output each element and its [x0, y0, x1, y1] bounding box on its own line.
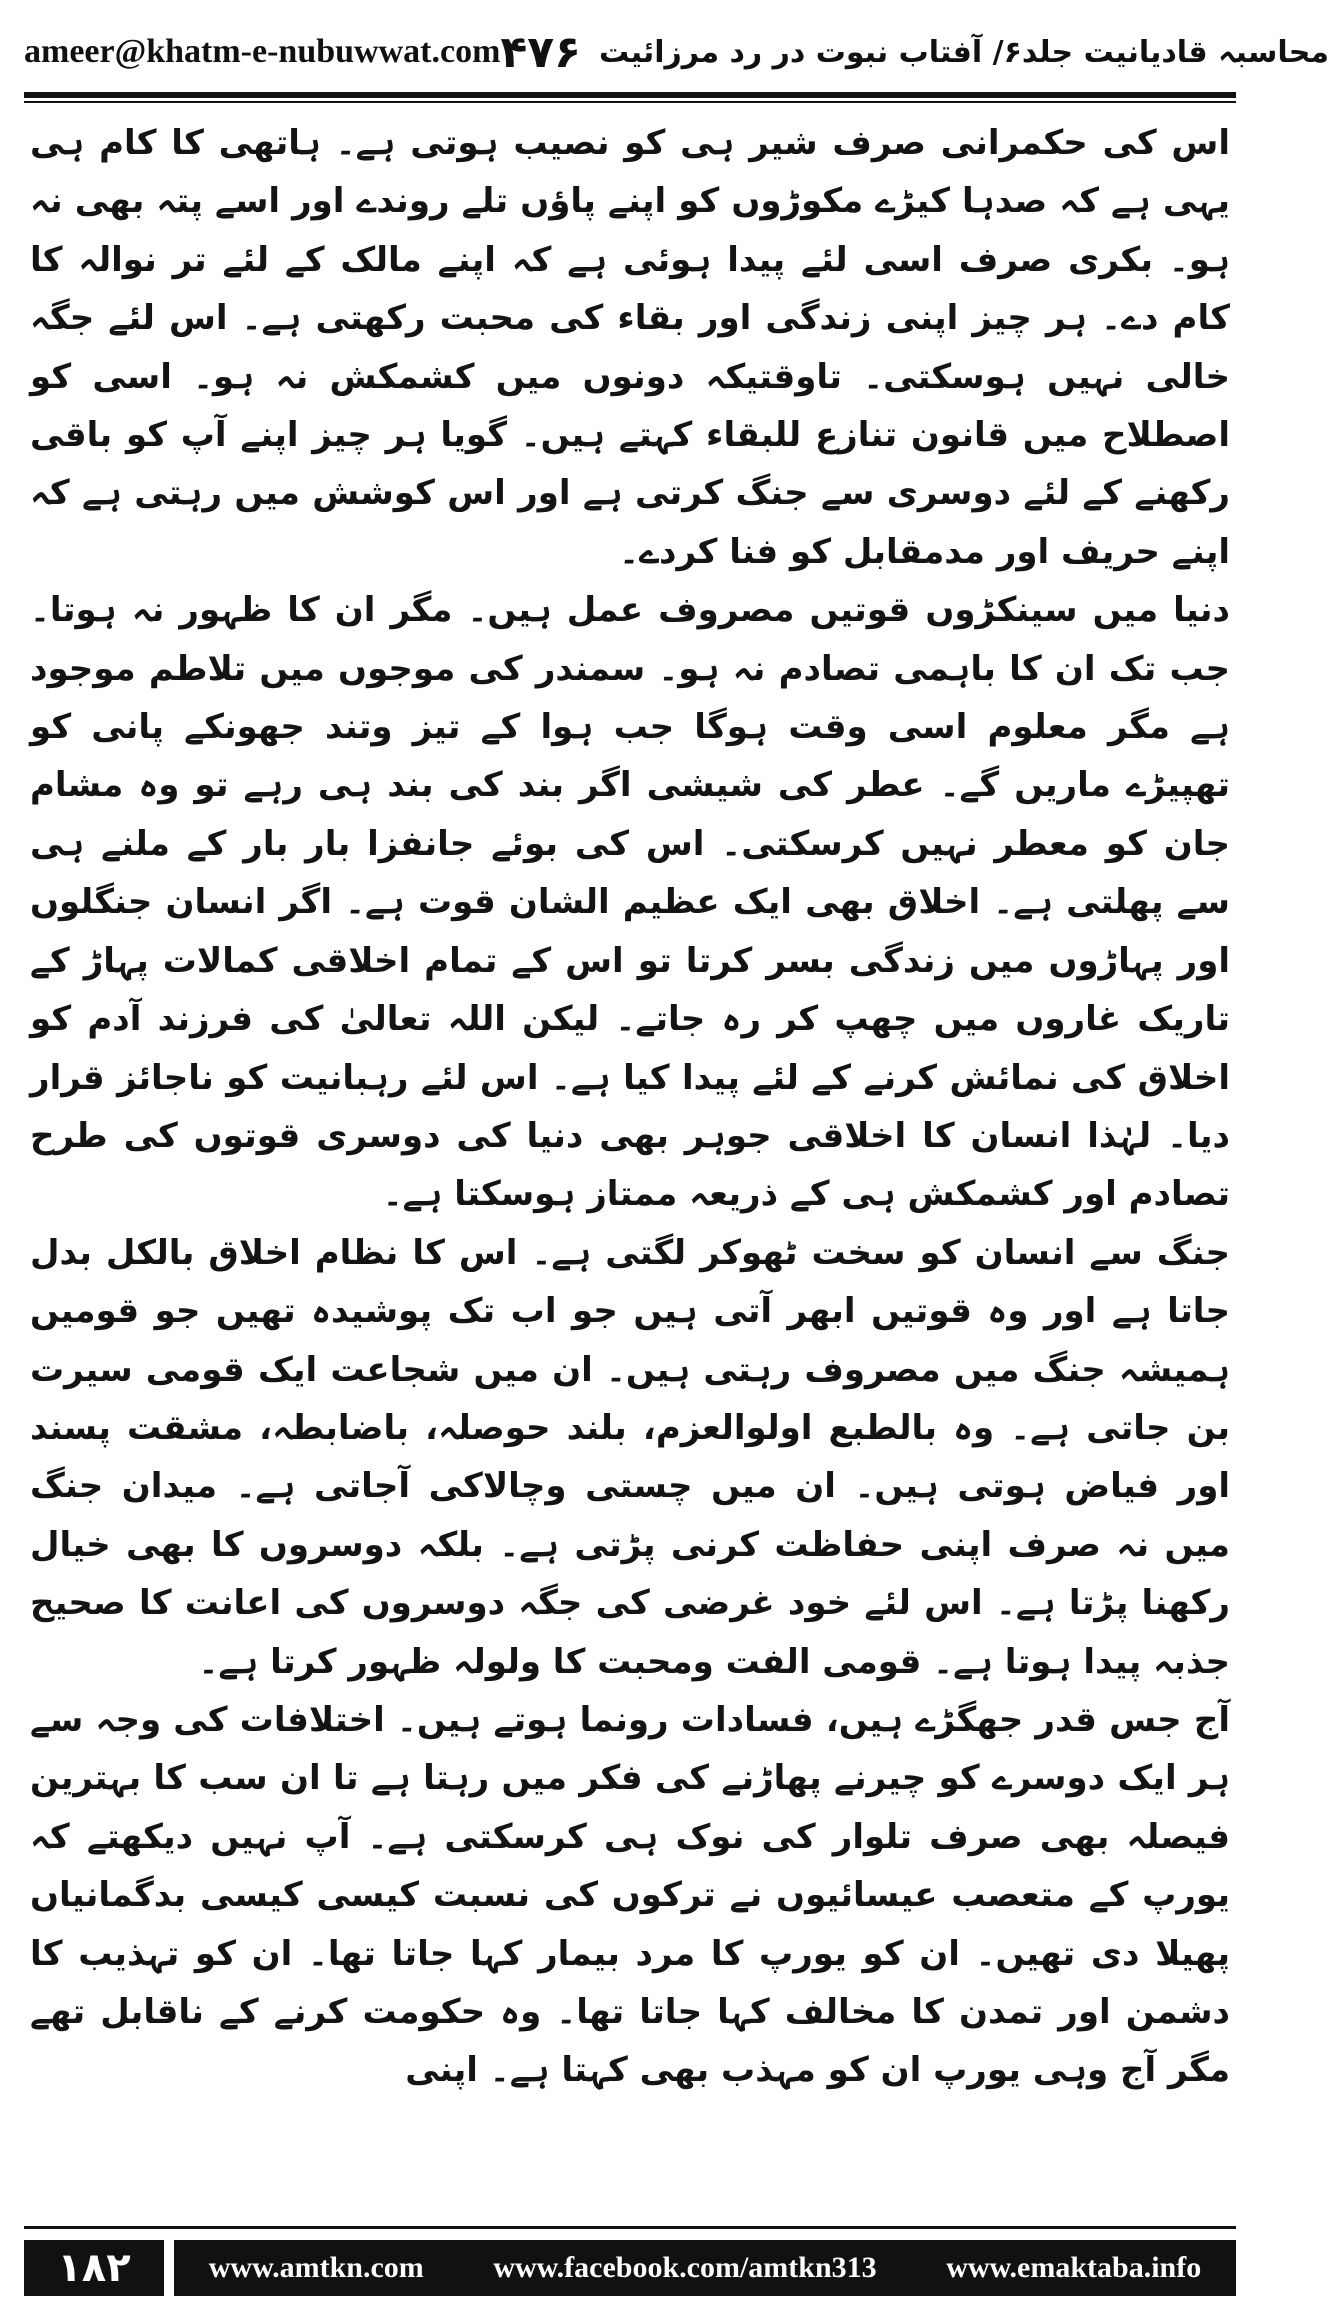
paragraph-1: اس کی حکمرانی صرف شیر ہی کو نصیب ہوتی ہے۔ ہاتھی کا کام ہی یہی ہے کہ صدہا کیڑے مکوڑوں کو اپنے پاؤں تلے روندے اور اسے پتہ بھی نہ ہو۔ بکری صرف اسی لئے پیدا ہوئی ہے کہ اپنے مالک کے لئے تر نوالہ کا کام دے۔ ہر چیز اپنی زندگی اور بقاء کی محبت رکھتی ہے۔ اس لئے جگہ خالی نہیں ہوسکتی۔ تاوقتیکہ دونوں میں کشمکش نہ ہو۔ اسی کو اصطلاح میں قانون تنازع للبقاء کہتے ہیں۔ گویا ہر چیز اپنے آپ کو باقی رکھنے کے لئے دوسری سے جنگ کرتی ہے اور اس کوشش میں رہتی ہے کہ اپنے حریف اور مدمقابل کو فنا کردے۔	[30, 123, 1230, 572]
header-rule-thick	[24, 92, 1236, 98]
paragraph-2: دنیا میں سینکڑوں قوتیں مصروف عمل ہیں۔ مگر ان کا ظہور نہ ہوتا۔ جب تک ان کا باہمی تصادم نہ ہو۔ سمندر کی موجوں میں تلاطم موجود ہے مگر معلوم اسی وقت ہوگا جب ہوا کے تیز وتند جھونکے پانی کو تھپیڑے ماریں گے۔ عطر کی شیشی اگر بند کی بند ہی رہے تو وہ مشام جان کو معطر نہیں کرسکتی۔ اس کی بوئے جانفزا بار بار کے ملنے ہی سے پھلتی ہے۔ اخلاق بھی ایک عظیم الشان قوت ہے۔ اگر انسان جنگلوں اور پہاڑوں میں زندگی بسر کرتا تو اس کے تمام اخلاقی کمالات پہاڑ کے تاریک غاروں میں چھپ کر رہ جاتے۔ لیکن اللہ تعالیٰ کی فرزند آدم کو اخلاق کی نمائش کرنے کے لئے پیدا کیا ہے۔ اس لئے رہبانیت کو ناجائز قرار دیا۔ لہٰذا انسان کا اخلاقی جوہر بھی دنیا کی دوسری قوتوں کی طرح تصادم اور کشمکش ہی کے ذریعہ ممتاز ہوسکتا ہے۔	[30, 590, 1230, 1215]
header-rule-thin	[24, 101, 1236, 103]
page-footer	[24, 2240, 1236, 2296]
footer-rule	[24, 2226, 1236, 2229]
header-title-group	[500, 27, 1329, 78]
header-book-title: محاسبہ قادیانیت جلد۶/ آفتاب نبوت در رد مرزائیت	[598, 34, 1329, 70]
page-header	[24, 20, 1329, 84]
header-email: ameer@khatm-e-nubuwwat.com	[24, 33, 501, 70]
footer-link-facebook[interactable]: www.facebook.com/amtkn313	[493, 2251, 877, 2284]
paragraph-3: جنگ سے انسان کو سخت ٹھوکر لگتی ہے۔ اس کا نظام اخلاق بالکل بدل جاتا ہے اور وہ قوتیں ابھر آتی ہیں جو اب تک پوشیدہ تھیں جو قومیں ہمیشہ جنگ میں مصروف رہتی ہیں۔ ان میں شجاعت ایک قومی سیرت بن جاتی ہے۔ وہ بالطبع اولوالعزم، بلند حوصلہ، باضابطہ، مشقت پسند اور فیاض ہوتی ہیں۔ ان میں چستی وچالاکی آجاتی ہے۔ میدان جنگ میں نہ صرف اپنی حفاظت کرنی پڑتی ہے۔ بلکہ دوسروں کا بھی خیال رکھنا پڑتا ہے۔ اس لئے خود غرضی کی جگہ دوسروں کی اعانت کا صحیح جذبہ پیدا ہوتا ہے۔ قومی الفت ومحبت کا ولولہ ظہور کرتا ہے۔	[30, 1232, 1230, 1682]
paragraph-4: آج جس قدر جھگڑے ہیں، فسادات رونما ہوتے ہیں۔ اختلافات کی وجہ سے ہر ایک دوسرے کو چیرنے پھاڑنے کی فکر میں رہتا ہے تا ان سب کا بہترین فیصلہ بھی صرف تلوار کی نوک ہی کرسکتی ہے۔ آپ نہیں دیکھتے کہ یورپ کے متعصب عیسائیوں نے ترکوں کی نسبت کیسی کیسی بدگمانیاں پھیلا دی تھیں۔ ان کو یورپ کا مرد بیمار کہا جاتا تھا۔ ان کو تہذیب کا دشمن اور تمدن کا مخالف کہا جاتا تھا۔ وہ حکومت کرنے کے ناقابل تھے مگر آج وہی یورپ ان کو مہذب بھی کہتا ہے۔ اپنی	[30, 1699, 1230, 2091]
body-text	[30, 114, 1230, 2200]
footer-page-number: ۱۸۲	[24, 2240, 164, 2296]
footer-link-emaktaba[interactable]: www.emaktaba.info	[946, 2251, 1202, 2284]
header-page-number: ۴۷۶	[500, 26, 581, 78]
footer-link-amtkn[interactable]: www.amtkn.com	[208, 2251, 424, 2284]
footer-links	[174, 2240, 1236, 2296]
